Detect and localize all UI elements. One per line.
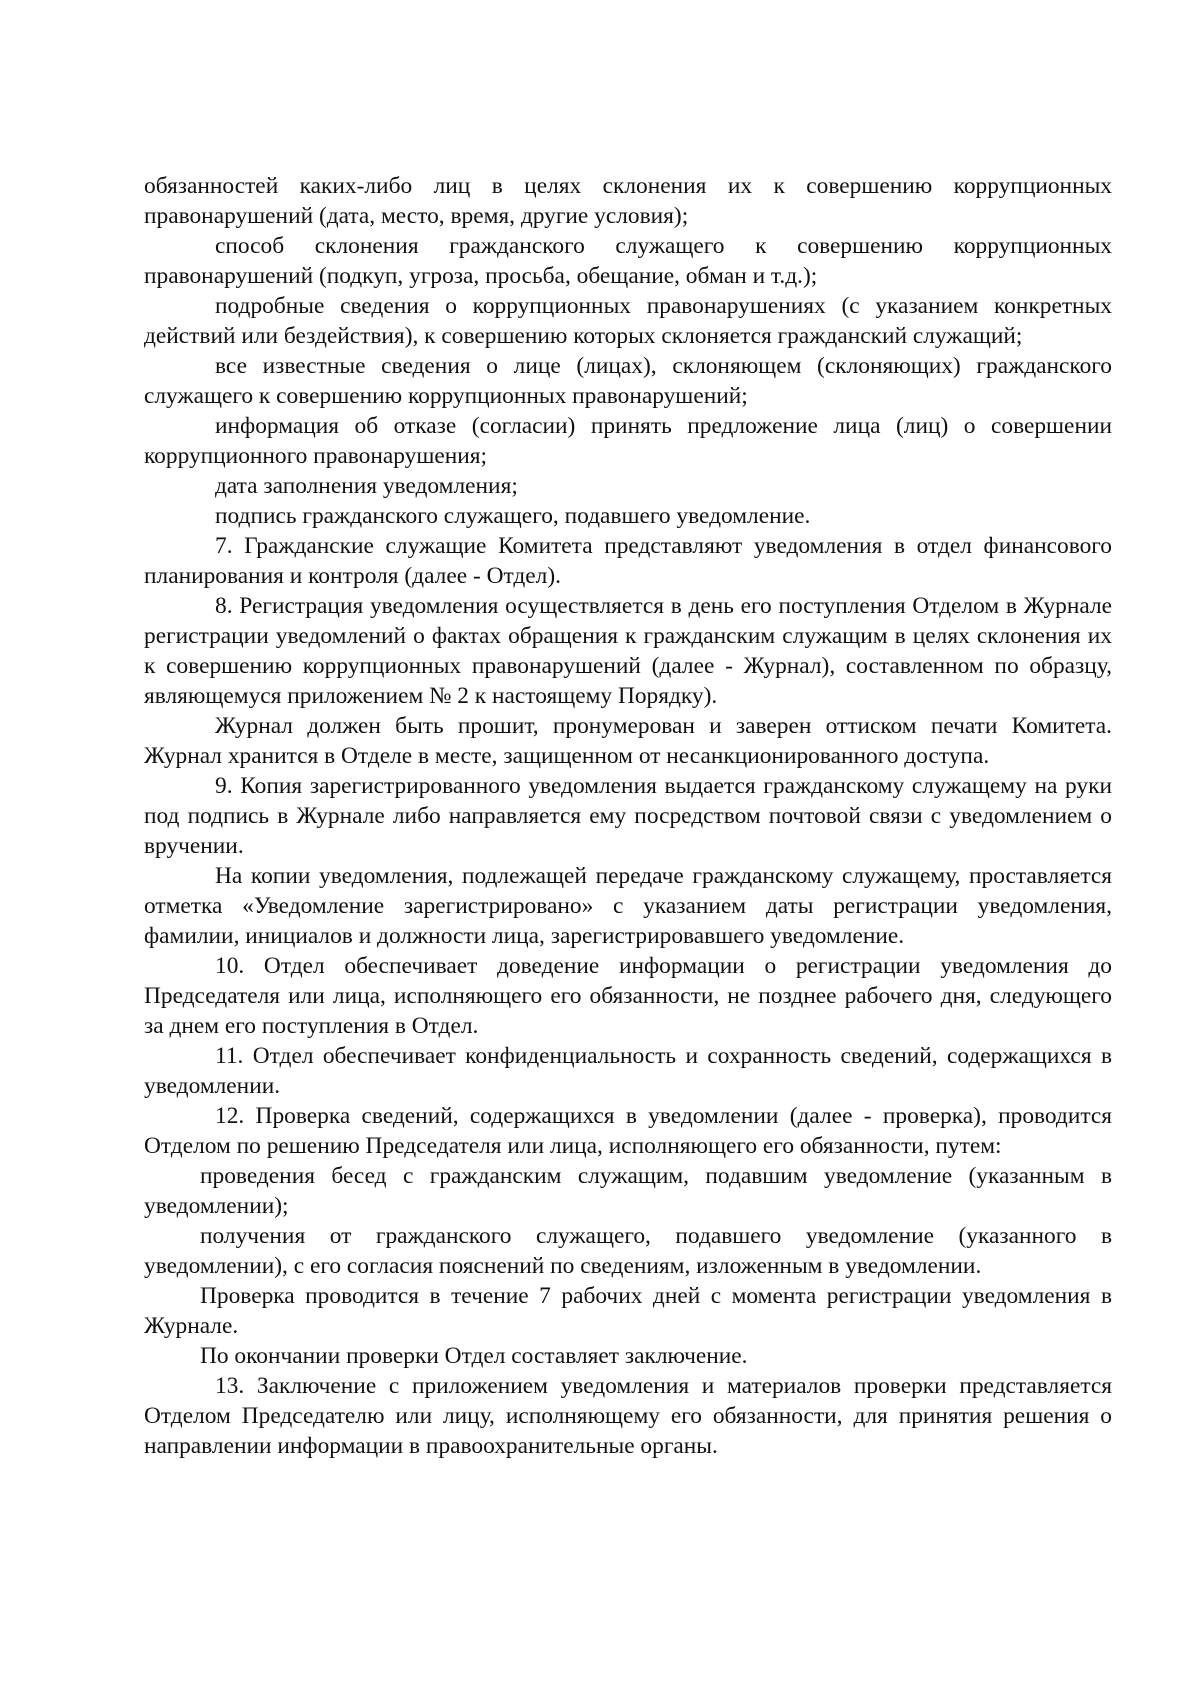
paragraph-method: способ склонения гражданского служащего к совершению коррупционных правонарушений (подкуп, угроза, просьба, обещание, обман и т.д.);: [144, 233, 1112, 289]
paragraph-item-10: 10. Отдел обеспечивает доведение информации о регистрации уведомления до Председателя или лица, исполняющего его обязанности, не позднее рабочего дня, следующего за днем его поступления в Отдел.: [144, 953, 1112, 1039]
paragraph-explanations: получения от гражданского служащего, подавшего уведомление (указанного в уведомлении), с его согласия пояснений по сведениям, изложенным в уведомлении.: [144, 1223, 1112, 1279]
paragraph-refusal: информация об отказе (согласии) принять предложение лица (лиц) о совершении коррупционного правонарушения;: [144, 413, 1112, 469]
paragraph-item-12: 12. Проверка сведений, содержащихся в уведомлении (далее - проверка), проводится Отделом по решению Председателя или лица, исполняющего его обязанности, путем:: [144, 1103, 1112, 1159]
paragraph-item-8: 8. Регистрация уведомления осуществляется в день его поступления Отделом в Журнале регистрации уведомлений о фактах обращения к гражданским служащим в целях склонения их к совершению коррупционных правонарушений (далее - Журнал), составленном по образцу, являющемуся приложением № 2 к настоящему Порядку).: [144, 593, 1112, 709]
paragraph-date: дата заполнения уведомления;: [215, 473, 518, 499]
paragraph-persons: все известные сведения о лице (лицах), склоняющем (склоняющих) гражданского служащего к совершению коррупционных правонарушений;: [144, 353, 1112, 409]
paragraph-item-11: 11. Отдел обеспечивает конфиденциальность и сохранность сведений, содержащихся в уведомлении.: [144, 1043, 1112, 1099]
paragraph-conclusion: По окончании проверки Отдел составляет заключение.: [200, 1343, 748, 1369]
paragraph-copy-mark: На копии уведомления, подлежащей передаче гражданскому служащему, проставляется отметка «Уведомление зарегистрировано» с указанием даты регистрации уведомления, фамилии, инициалов и должности лица, зарегистрировавшего уведомление.: [144, 863, 1112, 949]
paragraph-item-7: 7. Гражданские служащие Комитета представляют уведомления в отдел финансового планирования и контроля (далее - Отдел).: [144, 533, 1112, 589]
document-body: [144, 171, 1112, 1461]
paragraph-check-term: Проверка проводится в течение 7 рабочих дней с момента регистрации уведомления в Журнале.: [144, 1283, 1112, 1339]
paragraph-continuation: обязанностей каких-либо лиц в целях склонения их к совершению коррупционных правонарушений (дата, место, время, другие условия);: [144, 173, 1112, 229]
paragraph-journal: Журнал должен быть прошит, пронумерован и заверен оттиском печати Комитета. Журнал хранится в Отделе в месте, защищенном от несанкционированного доступа.: [144, 713, 1112, 769]
paragraph-talks: проведения бесед с гражданским служащим, подавшим уведомление (указанным в уведомлении);: [144, 1163, 1112, 1219]
paragraph-signature: подпись гражданского служащего, подавшего уведомление.: [215, 503, 811, 529]
paragraph-item-9: 9. Копия зарегистрированного уведомления выдается гражданскому служащему на руки под подпись в Журнале либо направляется ему посредством почтовой связи с уведомлением о вручении.: [144, 773, 1112, 859]
paragraph-details: подробные сведения о коррупционных правонарушениях (с указанием конкретных действий или бездействия), к совершению которых склоняется гражданский служащий;: [144, 293, 1112, 349]
paragraph-item-13: 13. Заключение с приложением уведомления и материалов проверки представляется Отделом Председателю или лицу, исполняющему его обязанности, для принятия решения о направлении информации в правоохранительные органы.: [144, 1373, 1112, 1459]
